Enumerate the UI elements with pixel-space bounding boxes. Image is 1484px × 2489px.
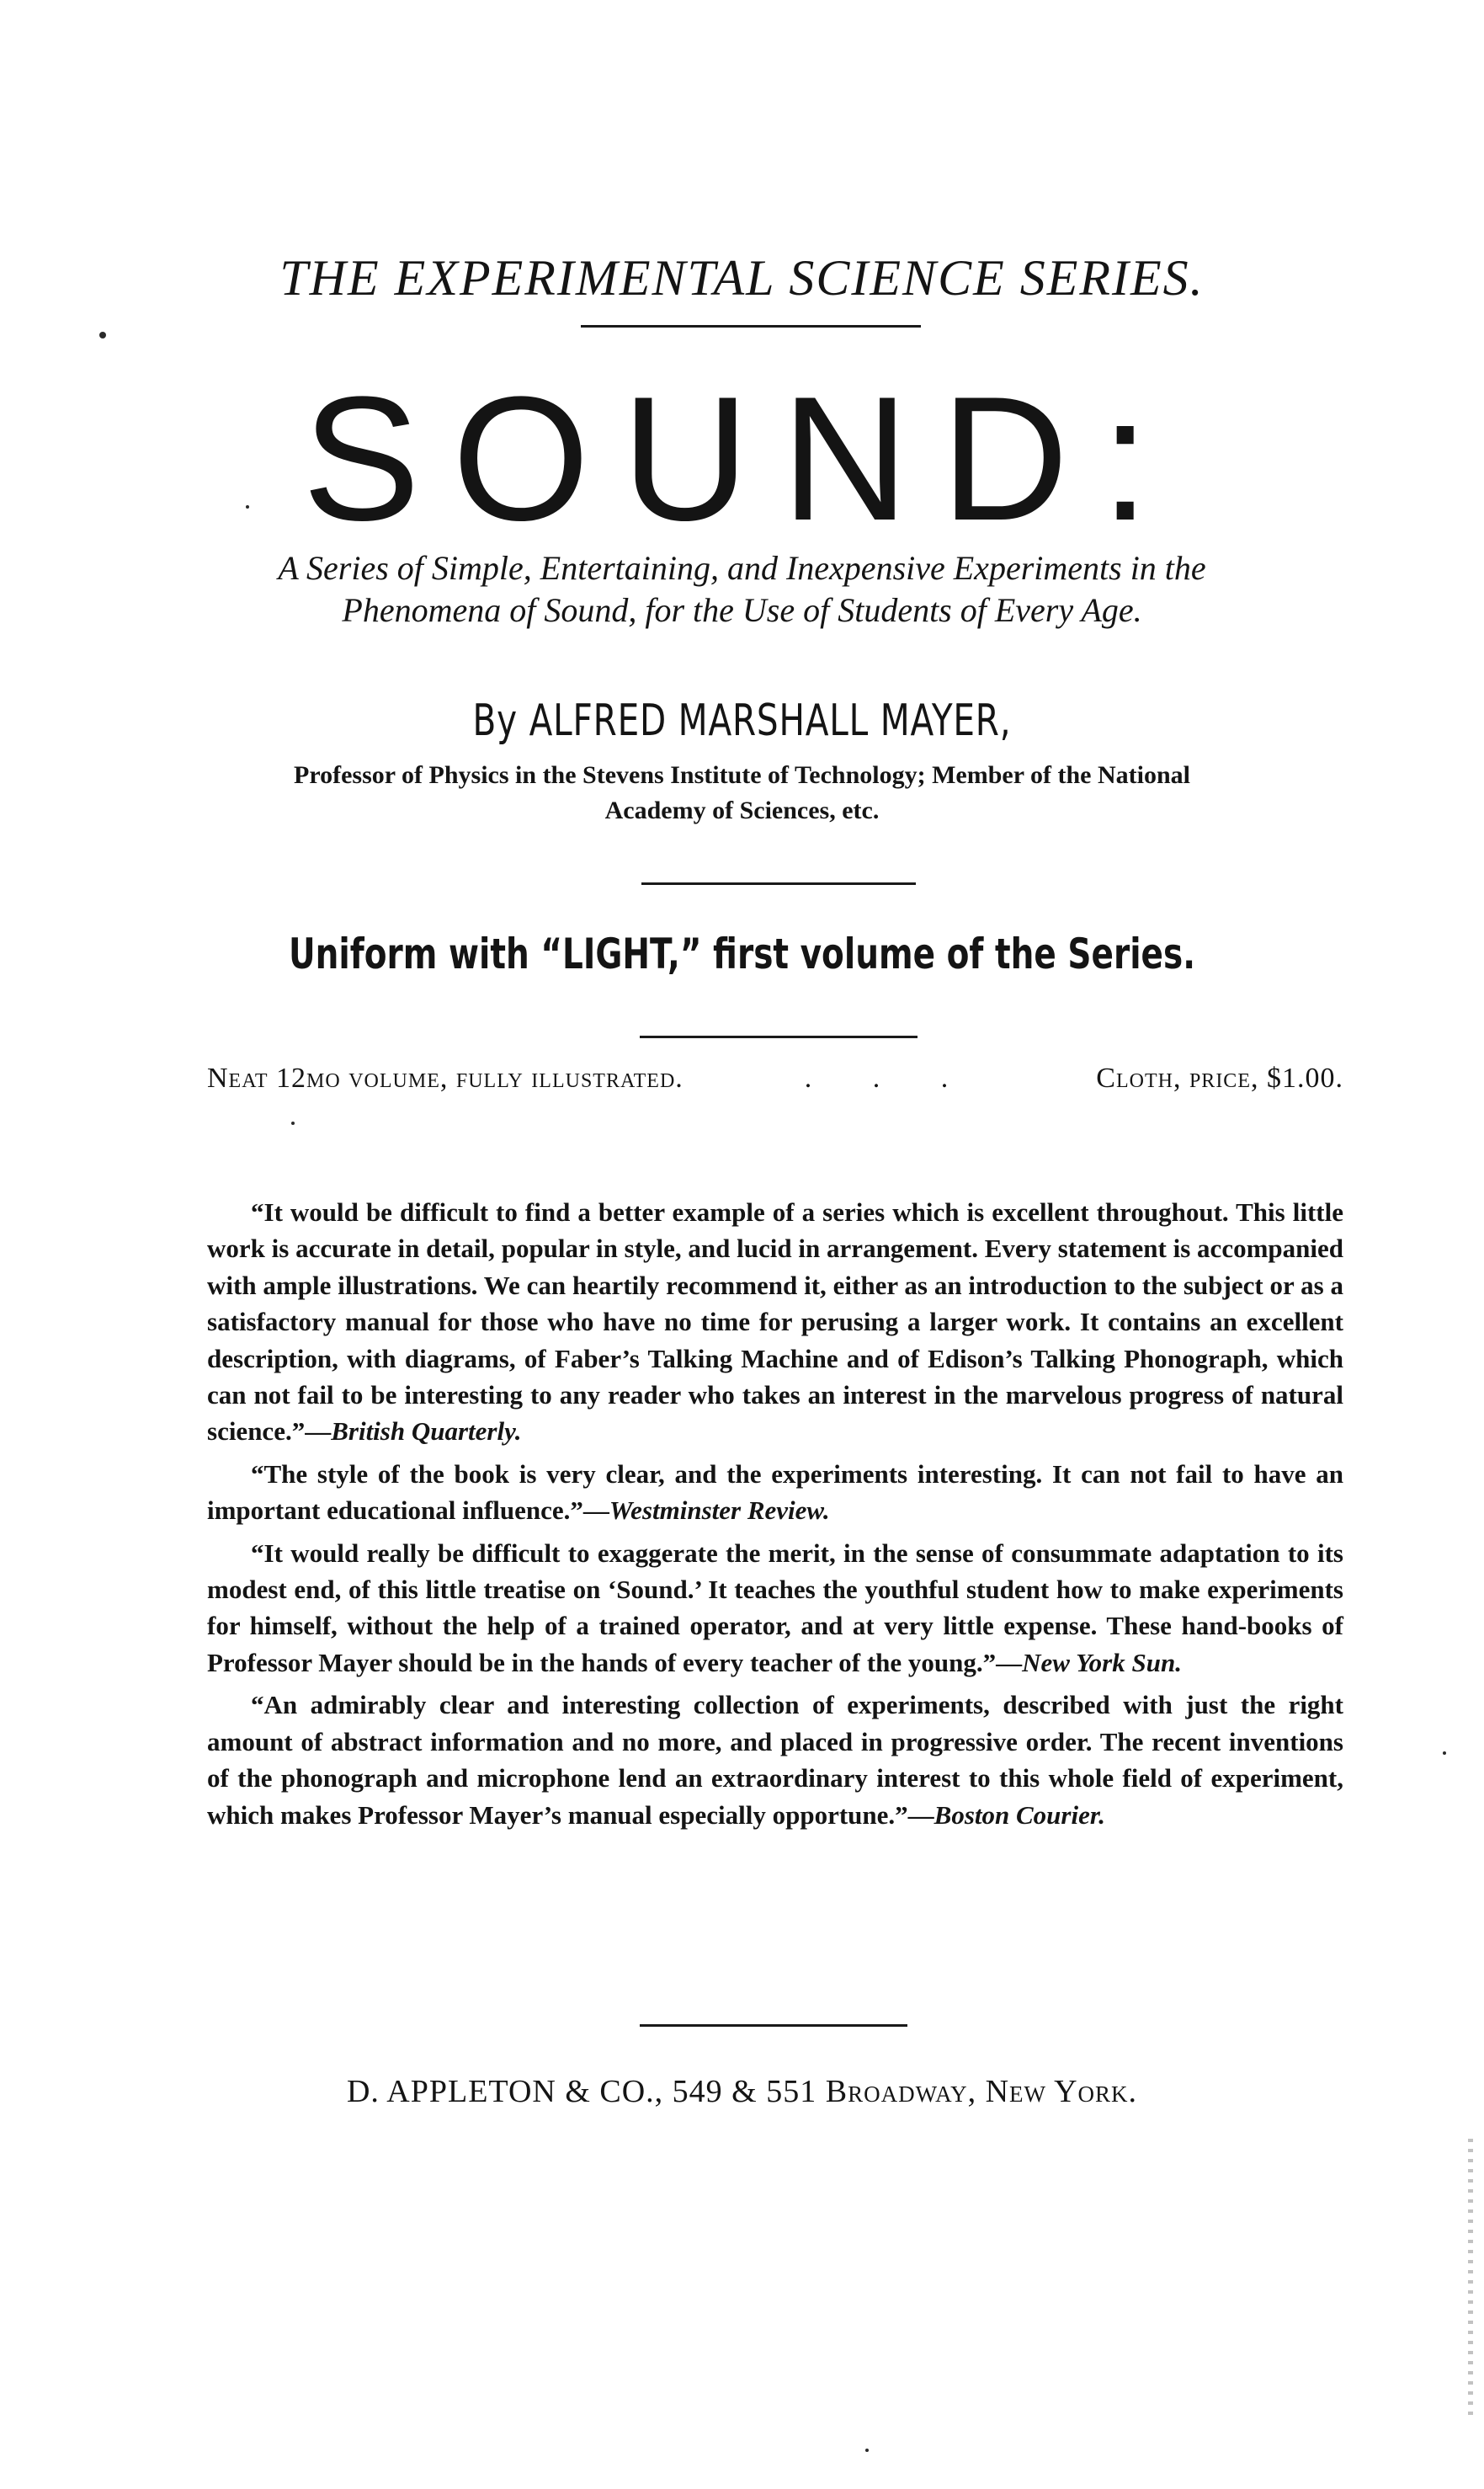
review-british-quarterly <box>207 1194 1343 1450</box>
affiliation-line-1: Professor of Physics in the Stevens Institute of Technology; Member of the National <box>294 761 1190 789</box>
series-title: THE EXPERIMENTAL SCIENCE SERIES. <box>279 250 1205 306</box>
affiliation-line-2: Academy of Sciences, etc. <box>604 797 880 824</box>
press-reviews <box>207 1194 1343 1839</box>
review-source: New York Sun. <box>1022 1647 1182 1677</box>
price-line-price: Cloth, price, $1.00. <box>1096 1063 1343 1094</box>
review-source: Boston Courier. <box>933 1799 1105 1830</box>
scan-speck <box>246 505 249 509</box>
review-new-york-sun <box>207 1535 1343 1682</box>
divider-bottom <box>640 2024 907 2027</box>
review-text: “The style of the book is very clear, and the experiments interesting. It can not fail to have an important educational influence.”— <box>207 1458 1343 1526</box>
scan-speck <box>291 1122 295 1125</box>
price-line <box>207 1063 1343 1095</box>
price-line-dots: . . . <box>804 1063 976 1094</box>
review-source: Westminster Review. <box>609 1495 830 1526</box>
divider-middle <box>641 882 916 885</box>
divider-top <box>581 325 921 328</box>
scan-speck <box>99 332 106 338</box>
review-boston-courier <box>207 1687 1343 1833</box>
publisher-imprint <box>0 2073 1484 2110</box>
review-text: “An admirably clear and interesting collection of experiments, described with just the right amount of abstract information and no more, and placed in progressive order. The recent inventions of the phonograph and microphone lend an extraordinary interest to this whole field of experiment, which makes Professor Mayer’s manual especially opportune.”— <box>207 1690 1343 1830</box>
author-byline: By ALFRED MARSHALL MAYER, <box>472 696 1012 746</box>
scan-speck <box>1443 1751 1446 1755</box>
scan-speck <box>865 2449 869 2452</box>
publisher-name: D. APPLETON & CO., 549 & 551 <box>346 2074 817 2109</box>
review-text: “It would really be difficult to exaggerate the merit, in the sense of consummate adaptation to its modest end, of this little treatise on ‘Sound.’ It teaches the youthful student how to make experiments for himself, without the help of a trained operator, and at very little expense. These hand-books of Professor Mayer should be in the hands of every teacher of the young.”— <box>207 1538 1343 1677</box>
subtitle-line-1: A Series of Simple, Entertaining, and Inexpensive Experiments in the <box>278 549 1206 587</box>
subtitle-line-2: Phenomena of Sound, for the Use of Students of Every Age. <box>342 591 1142 629</box>
scan-edge-noise <box>1468 2139 1473 2417</box>
author-affiliation <box>0 758 1484 829</box>
publisher-address: Broadway, New York. <box>825 2074 1138 2109</box>
review-westminster <box>207 1456 1343 1529</box>
uniform-note: Uniform with “LIGHT,” first volume of the Series. <box>288 930 1196 978</box>
price-line-format: Neat 12mo volume, fully illustrated. <box>207 1063 683 1094</box>
book-title: SOUND: <box>302 360 1182 557</box>
subtitle <box>0 547 1484 632</box>
review-text: “It would be difficult to find a better example of a series which is excellent throughout. This little work is accurate in detail, popular in style, and lucid in arrangement. Every statement is accompanied with ample illustrations. We can heartily recommend it, either as an introduction to the subject or as a satisfactory manual for those who have no time for perusing a larger work. It contains an excellent description, with diagrams, of Faber’s Talking Machine and of Edison’s Talking Phonograph, which can not fail to be interesting to any reader who takes an interest in the marvelous progress of natural science.”— <box>207 1197 1343 1447</box>
divider-price <box>640 1036 918 1038</box>
review-source: British Quarterly. <box>331 1416 522 1447</box>
